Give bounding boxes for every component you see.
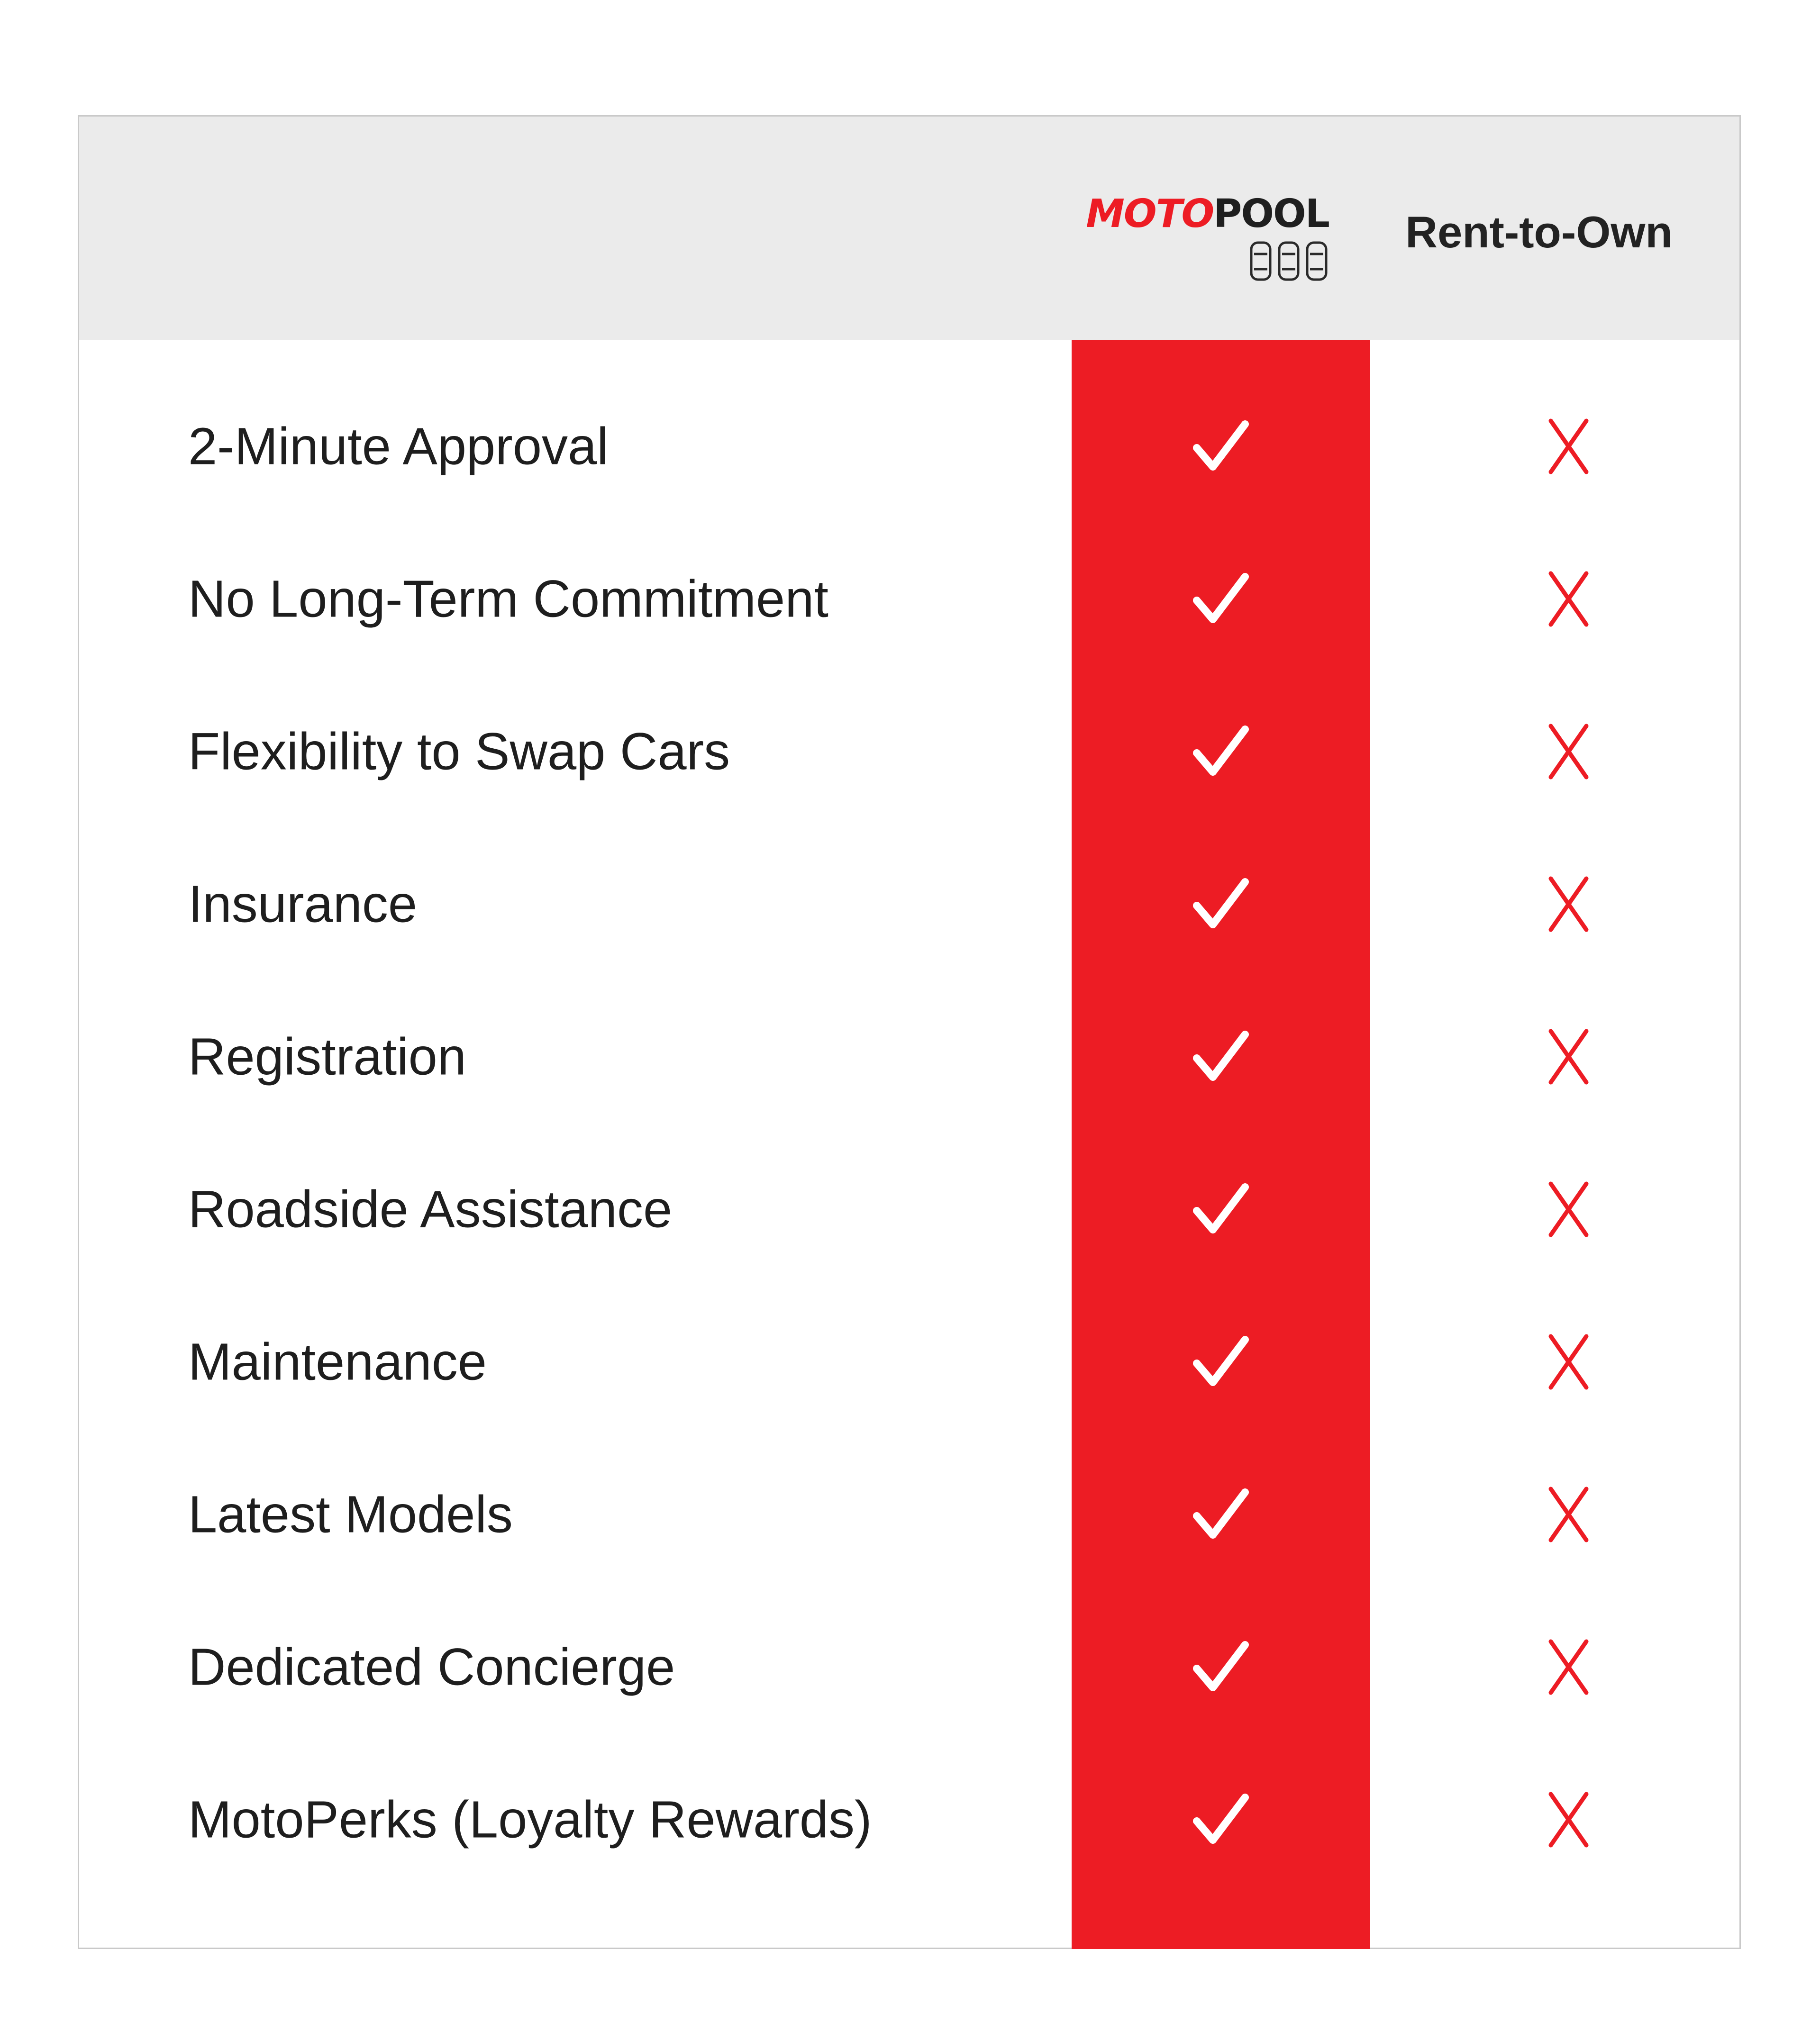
table-row <box>79 675 1739 828</box>
check-icon <box>1193 420 1249 472</box>
car-icons <box>1248 240 1329 282</box>
cross-icon <box>1546 571 1591 627</box>
logo-wordmark <box>1086 191 1329 236</box>
car-icon <box>1279 243 1298 280</box>
car-icon <box>1251 243 1270 280</box>
feature-label: No Long-Term Commitment <box>188 570 828 628</box>
check-icon <box>1193 1031 1249 1083</box>
table-row <box>79 523 1739 675</box>
feature-label: Dedicated Concierge <box>188 1638 675 1696</box>
table-row <box>79 1286 1739 1438</box>
comparison-table <box>78 115 1741 1949</box>
feature-label: Flexibility to Swap Cars <box>188 722 730 781</box>
cross-icon <box>1546 1333 1591 1390</box>
check-icon <box>1193 1488 1249 1541</box>
cross-icon <box>1546 723 1591 780</box>
table-row <box>79 828 1739 980</box>
table-row <box>79 980 1739 1133</box>
table-row <box>79 1438 1739 1591</box>
check-icon <box>1193 1183 1249 1235</box>
table-header <box>79 117 1739 340</box>
cross-icon <box>1546 418 1591 475</box>
cross-icon <box>1546 1181 1591 1238</box>
cross-icon <box>1546 1639 1591 1696</box>
cross-icon <box>1546 1486 1591 1543</box>
table-row <box>79 370 1739 523</box>
motopool-logo <box>1086 191 1329 280</box>
table-row <box>79 1743 1739 1896</box>
column-header-rent-to-own: Rent-to-Own <box>1405 207 1673 257</box>
car-icon <box>1307 243 1326 280</box>
feature-label: Roadside Assistance <box>188 1180 673 1239</box>
check-icon <box>1193 725 1249 778</box>
logo-pool-text: POOL <box>1213 191 1329 236</box>
feature-label: Maintenance <box>188 1333 487 1391</box>
feature-label: 2-Minute Approval <box>188 417 609 476</box>
check-icon <box>1193 1336 1249 1388</box>
feature-label: Registration <box>188 1027 466 1086</box>
feature-label: MotoPerks (Loyalty Rewards) <box>188 1790 872 1849</box>
logo-moto-text: MOTO <box>1086 191 1214 236</box>
cross-icon <box>1546 876 1591 933</box>
table-row <box>79 1591 1739 1743</box>
cross-icon <box>1546 1028 1591 1085</box>
check-icon <box>1193 573 1249 625</box>
check-icon <box>1193 1641 1249 1693</box>
table-row <box>79 1133 1739 1286</box>
check-icon <box>1193 1794 1249 1846</box>
feature-label: Insurance <box>188 875 418 934</box>
cross-icon <box>1546 1791 1591 1848</box>
check-icon <box>1193 878 1249 930</box>
feature-label: Latest Models <box>188 1485 513 1544</box>
